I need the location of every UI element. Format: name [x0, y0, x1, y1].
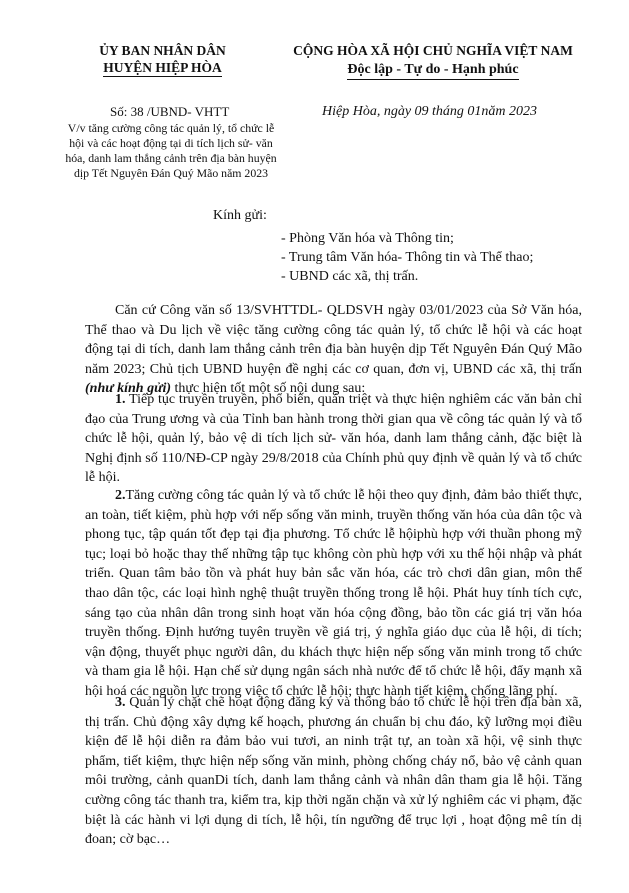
national-header — [268, 42, 598, 80]
intro-paragraph — [85, 301, 582, 399]
issuing-authority — [80, 42, 245, 77]
authority-line-2: HUYỆN HIỆP HÒA — [103, 60, 222, 75]
document-subject: V/v tăng cường công tác quản lý, tổ chức lễ hội và các hoạt động tại di tích lịch sử- văn hóa, danh lam thắng cảnh trên địa bàn huyện dịp Tết Nguyên Đán Quý Mão năm 2023 — [65, 121, 277, 180]
intro-italic: (như kính gửi) — [85, 381, 172, 397]
recipient-list — [281, 229, 533, 286]
document-date: Hiệp Hòa, ngày 09 tháng 01năm 2023 — [322, 104, 538, 119]
recipient-item: - Phòng Văn hóa và Thông tin; — [281, 231, 454, 246]
authority-line-1: ỦY BAN NHÂN DÂN — [99, 43, 226, 58]
recipient-item: - Trung tâm Văn hóa- Thông tin và Thể thao; — [281, 250, 534, 265]
item-number: 1. — [115, 392, 126, 407]
item-2-paragraph — [85, 486, 582, 702]
salutation: Kính gửi: — [213, 208, 267, 223]
item-1-paragraph — [85, 390, 582, 488]
national-motto: Độc lập - Tự do - Hạnh phúc — [347, 61, 518, 80]
item-number: 3. — [115, 695, 126, 710]
item-number: 2. — [115, 488, 126, 503]
item-3-paragraph — [85, 693, 582, 850]
recipient-item: - UBND các xã, thị trấn. — [281, 269, 419, 284]
document-number: Số: 38 /UBND- VHTT — [110, 104, 230, 119]
national-title: CỘNG HÒA XÃ HỘI CHỦ NGHĨA VIỆT NAM — [293, 43, 573, 58]
item-text: Quản lý chặt chẽ hoạt động đăng ký và thông báo tổ chức lễ hội trên địa bàn xã, thị trấn. Chủ động xây dựng kế hoạch, phương án chuẩn bị chu đáo, kỹ lưỡng mọi điều kiện để lễ hội diễn ra đảm bảo vui tươi, an ninh trật tự, an toàn xã hội, vệ sinh thực phẩm, tiết kiệm, thực hiện nếp sống văn minh, phòng chống cháy nổ, bảo vệ cảnh quan môi trường, cảnh quanDi tích, danh lam thắng cảnh và nhân dân tham gia lễ hội. Tăng cường công tác thanh tra, kiểm tra, kịp thời ngăn chặn và xử lý nghiêm các vi phạm, đặc biệt là các hành vi lợi dụng di tích, lễ hội, tín ngưỡng để trục lợi , hoạt động mê tín dị đoan; cờ bạc… — [85, 695, 582, 848]
intro-text-end: thực hiện tốt một số nội dung sau: — [171, 381, 366, 397]
item-text: Tiếp tục truyền truyền, phổ biến, quán triệt và thực hiện nghiêm các văn bản chỉ đạo của Trung ương và của Tỉnh ban hành trong thời gian qua về công tác quản lý và tổ chức lễ hội, quản lý, bảo vệ di tích lịch sử- văn hóa, danh lam thắng cảnh, đặc biệt là Nghị định số 110/NĐ-CP ngày 29/8/2018 của Chính phủ quy định về quản lý và tổ chức lễ hội. — [85, 392, 582, 486]
item-text: Tăng cường công tác quản lý và tổ chức lễ hội theo quy định, đảm bảo thiết thực, an toàn, tiết kiệm, phù hợp với nếp sống văn minh, truyền thống văn hóa của dân tộc và phong tục, tập quán tốt đẹp tại địa phương. Tổ chức lễ hộiphù hợp với thuần phong mỹ tục; loại bỏ hoặc thay thế những tập tục không còn phù hợp với xu thế hội nhập và phát triển. Quan tâm bảo tồn và phát huy bản sắc văn hóa, các trò chơi dân gian, môn thể thao dân tộc, các loại hình nghệ thuật truyền thống trong lễ hội. Phát huy tính tích cực, sáng tạo của nhân dân trong sinh hoạt văn hóa cộng đồng, bảo tồn các giá trị văn hóa truyền thống. Định hướng tuyên truyền về giá trị, ý nghĩa giáo dục của lễ hội, di tích; vận động, thuyết phục người dân, du khách thực hiện nếp sống văn minh trong tổ chức và tham gia lễ hội. Hạn chế sử dụng ngân sách nhà nước để tổ chức lễ hội, đẩy mạnh xã hội hoá các nguồn lực trong việc tổ chức lễ hội; thực hành tiết kiệm, chống lãng phí. — [85, 488, 582, 699]
intro-text: Căn cứ Công văn số 13/SVHTTDL- QLDSVH ngày 03/01/2023 của Sở Văn hóa, Thể thao và Du lịch về việc tăng cường công tác quản lý, tổ chức lễ hội và các hoạt động tại di tích, danh lam thắng cảnh trên địa bàn huyện dịp Tết Nguyên Đán Quý Mão năm 2023; Chủ tịch UBND huyện đề nghị các cơ quan, đơn vị, UBND các xã, thị trấn — [85, 303, 582, 377]
